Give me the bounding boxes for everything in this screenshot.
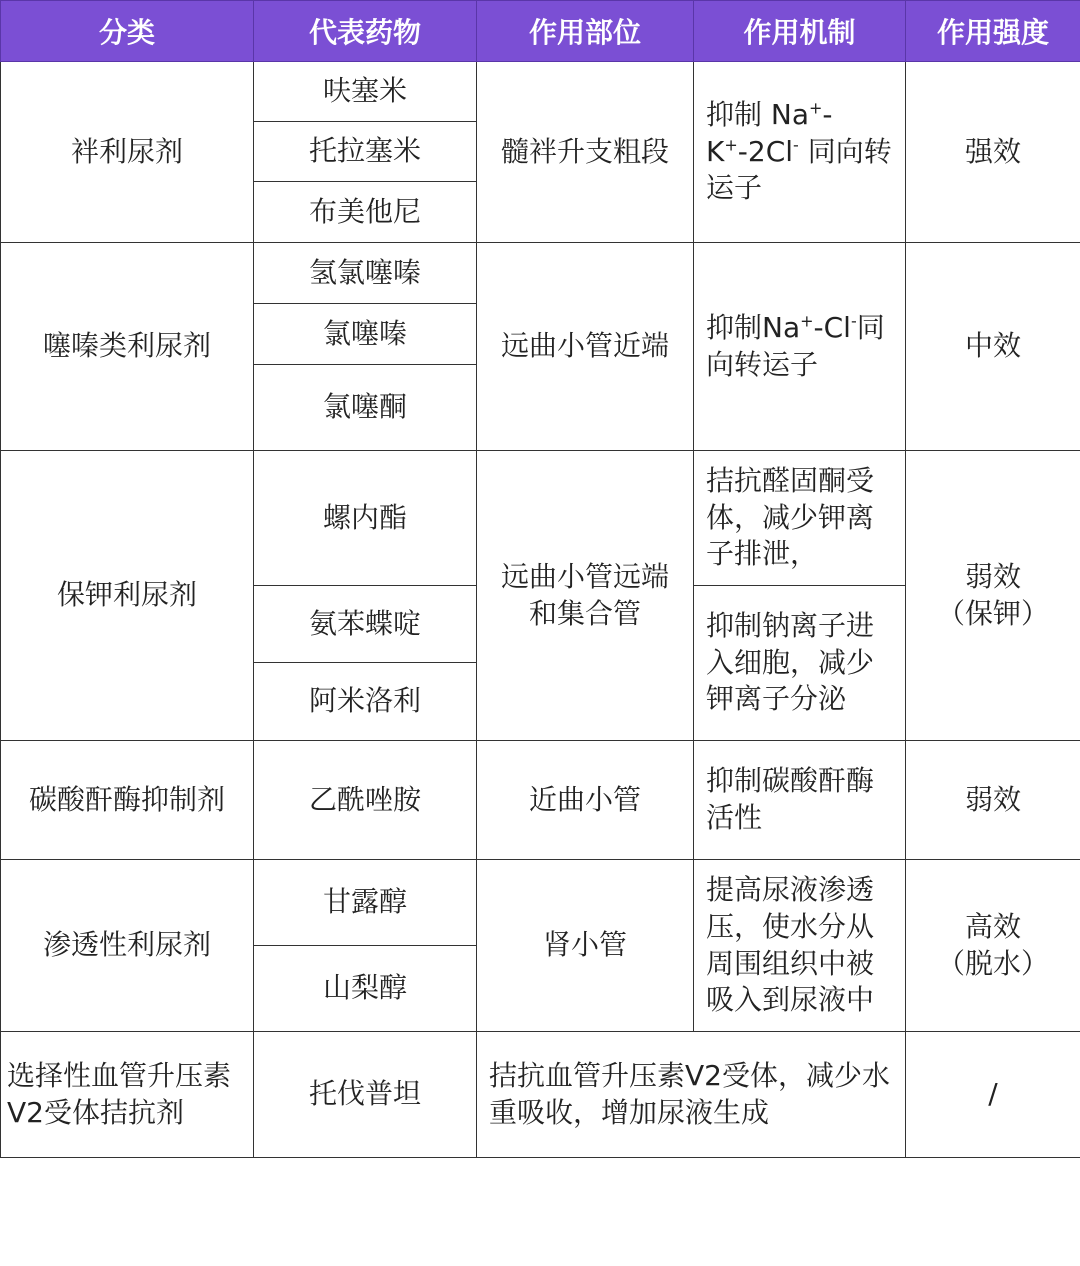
- category-cell: 袢利尿剂: [1, 62, 254, 243]
- category-cell: 渗透性利尿剂: [1, 860, 254, 1032]
- header-mechanism: 作用机制: [694, 1, 906, 62]
- drug-cell: 氯噻酮: [254, 365, 477, 451]
- strength-cell: 强效: [906, 62, 1080, 243]
- mechanism-cell: 抑制钠离子进入细胞，减少钾离子分泌: [694, 586, 906, 741]
- drug-cell: 螺内酯: [254, 451, 477, 586]
- strength-cell: 弱效: [906, 741, 1080, 860]
- drug-cell: 阿米洛利: [254, 663, 477, 741]
- table-row: [1, 243, 1080, 304]
- header-category: 分类: [1, 1, 254, 62]
- category-cell: 保钾利尿剂: [1, 451, 254, 741]
- strength-cell: 弱效 （保钾）: [906, 451, 1080, 741]
- mechanism-cell: 抑制 Na+-K+-2Cl- 同向转运子: [694, 62, 906, 243]
- strength-cell: 高效 （脱水）: [906, 860, 1080, 1032]
- table-row: [1, 1032, 1080, 1158]
- drug-cell: 乙酰唑胺: [254, 741, 477, 860]
- site-cell: 远曲小管远端 和集合管: [477, 451, 694, 741]
- drug-cell: 山梨醇: [254, 946, 477, 1032]
- mechanism-cell: 抑制Na+-Cl-同向转运子: [694, 243, 906, 451]
- site-cell: 远曲小管近端: [477, 243, 694, 451]
- category-cell: 选择性血管升压素V2受体拮抗剂: [1, 1032, 254, 1158]
- site-cell: 肾小管: [477, 860, 694, 1032]
- site-mechanism-cell: 拮抗血管升压素V2受体，减少水重吸收，增加尿液生成: [477, 1032, 906, 1158]
- strength-cell: /: [906, 1032, 1080, 1158]
- header-drugs: 代表药物: [254, 1, 477, 62]
- drug-cell: 氢氯噻嗪: [254, 243, 477, 304]
- site-cell: 近曲小管: [477, 741, 694, 860]
- drug-cell: 氨苯蝶啶: [254, 586, 477, 663]
- strength-cell: 中效: [906, 243, 1080, 451]
- mechanism-cell: 提高尿液渗透压，使水分从周围组织中被吸入到尿液中: [694, 860, 906, 1032]
- category-cell: 碳酸酐酶抑制剂: [1, 741, 254, 860]
- drug-cell: 氯噻嗪: [254, 304, 477, 365]
- drug-cell: 托拉塞米: [254, 122, 477, 182]
- site-cell: 髓袢升支粗段: [477, 62, 694, 243]
- header-strength: 作用强度: [906, 1, 1080, 62]
- table-row: [1, 860, 1080, 946]
- drug-cell: 甘露醇: [254, 860, 477, 946]
- mechanism-cell: 拮抗醛固酮受体，减少钾离子排泄，: [694, 451, 906, 586]
- drug-cell: 呋塞米: [254, 62, 477, 122]
- category-cell: 噻嗪类利尿剂: [1, 243, 254, 451]
- drug-cell: 布美他尼: [254, 182, 477, 243]
- table-row: [1, 741, 1080, 860]
- table-row: [1, 62, 1080, 122]
- mechanism-cell: 抑制碳酸酐酶活性: [694, 741, 906, 860]
- header-row: [1, 1, 1080, 62]
- drug-cell: 托伐普坦: [254, 1032, 477, 1158]
- header-site: 作用部位: [477, 1, 694, 62]
- table-row: [1, 451, 1080, 586]
